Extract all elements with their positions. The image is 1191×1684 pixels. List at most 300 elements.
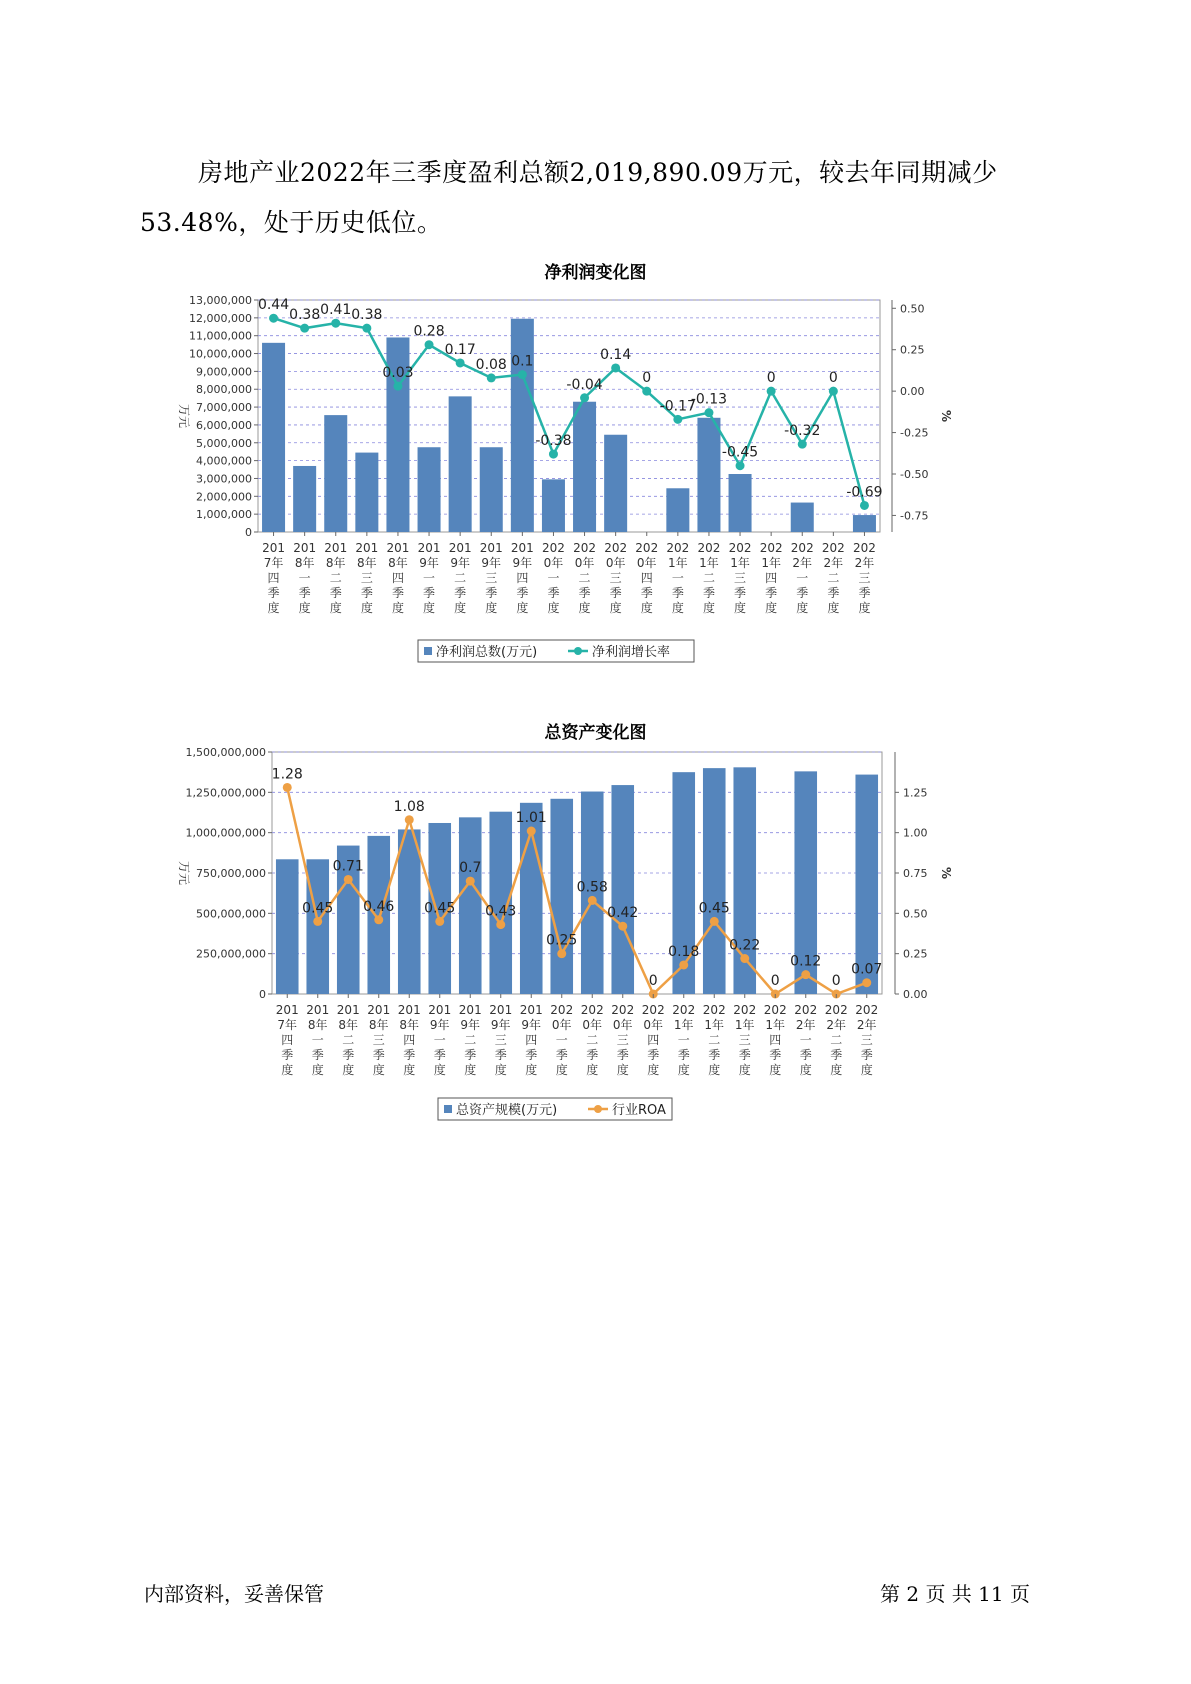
x-tick-label: 二 [464,1033,477,1047]
x-tick-label: 度 [281,1063,294,1077]
y2-axis-label: % [939,409,953,423]
x-tick-label: 一 [671,571,684,585]
bar [480,447,503,532]
bar [511,319,534,532]
x-tick-label: 二 [342,1033,355,1047]
x-tick-label: 8年 [388,556,408,570]
x-tick-label: 度 [494,1063,507,1077]
legend-line-label: 净利润增长率 [592,645,671,660]
x-tick-label: 季 [433,1048,446,1062]
x-tick-label: 季 [858,586,871,600]
point-label: 1.01 [515,810,547,827]
line-point [580,393,589,402]
point-label: 0 [770,973,780,989]
line-point [588,896,597,905]
x-tick-label: 季 [267,586,280,600]
y2-tick-label: 1.00 [903,826,928,840]
x-tick-label: 9年 [521,1018,542,1032]
x-tick-label: 7年 [277,1018,298,1032]
y-axis-label: 万元 [177,860,191,886]
x-tick-label: 0年 [643,1018,664,1032]
x-tick-label: 201 [262,541,286,555]
x-tick-label: 201 [519,1003,543,1017]
x-tick-label: 1年 [730,556,750,570]
x-tick-label: 度 [342,1063,355,1077]
x-tick-label: 202 [728,541,752,555]
point-label: 0 [766,370,776,387]
total-assets-chart [0,742,1191,1162]
y-tick-label: 2,000,000 [196,490,252,504]
y-tick-label: 500,000,000 [196,907,266,921]
point-label: 0.08 [475,356,507,373]
bar [418,447,441,532]
line-point [798,440,807,449]
legend-line-marker [574,647,582,655]
x-tick-label: 202 [573,541,597,555]
x-tick-label: 二 [708,1033,721,1047]
y-tick-label: 1,250,000,000 [185,786,266,800]
x-tick-label: 季 [281,1048,294,1062]
line-point [618,922,627,931]
x-tick-label: 季 [485,586,498,600]
x-tick-label: 度 [734,601,747,615]
x-tick-label: 9年 [460,1018,481,1032]
point-label: 0.12 [790,953,822,970]
x-tick-label: 度 [578,601,591,615]
x-tick-label: 二 [329,571,342,585]
x-tick-label: 季 [734,586,747,600]
x-tick-label: 四 [640,571,653,585]
x-tick-label: 度 [372,1063,385,1077]
point-label: 0.71 [332,858,364,875]
x-tick-label: 一 [555,1033,568,1047]
x-tick-label: 一 [298,571,311,585]
x-tick-label: 季 [769,1048,782,1062]
x-tick-label: 2年 [795,1018,816,1032]
x-tick-label: 201 [479,541,503,555]
legend-bar-label: 总资产规模(万元) [456,1103,558,1118]
point-label: 0.38 [289,307,321,324]
x-tick-label: 度 [647,1063,660,1077]
point-label: 1.08 [393,798,425,815]
x-tick-label: 201 [397,1003,421,1017]
x-tick-label: 季 [372,1048,385,1062]
x-tick-label: 1年 [761,556,781,570]
y2-tick-label: 1.25 [903,786,928,800]
line-point [549,450,558,459]
x-tick-label: 季 [555,1048,568,1062]
point-label: 0.45 [698,900,730,917]
point-label: 0.38 [351,307,383,324]
x-tick-label: 度 [671,601,684,615]
y-tick-label: 11,000,000 [189,329,252,343]
line-point [557,949,566,958]
x-tick-label: 四 [403,1033,416,1047]
x-tick-label: 度 [738,1063,751,1077]
x-tick-label: 度 [525,1063,538,1077]
line-point [300,324,309,333]
point-label: 0.03 [382,365,414,382]
y-tick-label: 1,000,000 [196,508,252,522]
legend-bar-swatch [424,647,432,655]
x-tick-label: 度 [702,601,715,615]
line-point [611,363,620,372]
x-tick-label: 度 [586,1063,599,1077]
x-tick-label: 三 [485,571,498,585]
x-tick-label: 二 [827,571,840,585]
point-label: 0.7 [459,860,482,877]
footer-confidential: 内部资料，妥善保管 [144,1582,324,1606]
x-tick-label: 0年 [582,1018,603,1032]
line-point [860,501,869,510]
bar [355,453,378,532]
x-tick-label: 202 [794,1003,818,1017]
legend-line-marker [594,1105,602,1113]
x-tick-label: 二 [586,1033,599,1047]
x-tick-label: 201 [510,541,534,555]
y2-tick-label: 0.00 [903,988,928,1001]
y-tick-label: 750,000,000 [196,867,266,880]
x-tick-label: 一 [547,571,560,585]
x-tick-label: 一 [311,1033,324,1047]
x-tick-label: 四 [769,1033,782,1047]
x-tick-label: 201 [336,1003,360,1017]
x-tick-label: 季 [647,1048,660,1062]
y-tick-label: 250,000,000 [196,947,266,961]
point-label: 0.18 [668,943,700,960]
x-tick-label: 度 [555,1063,568,1077]
point-label: 0 [831,973,841,989]
x-tick-label: 9年 [419,556,439,570]
point-label: 0.46 [363,898,395,915]
point-label: 0.43 [485,903,517,920]
point-label: 1.28 [271,766,303,783]
line-point [269,314,278,323]
x-tick-label: 一 [433,1033,446,1047]
point-label: 0 [648,973,658,989]
x-tick-label: 202 [580,1003,604,1017]
point-label: -0.45 [721,444,759,461]
y-tick-label: 9,000,000 [196,365,252,379]
x-tick-label: 度 [298,601,311,615]
x-tick-label: 季 [702,586,715,600]
x-tick-label: 202 [697,541,721,555]
x-tick-label: 度 [799,1063,812,1077]
x-tick-label: 201 [386,541,410,555]
point-label: 0.41 [320,302,352,319]
x-tick-label: 度 [616,1063,629,1077]
x-tick-label: 四 [391,571,404,585]
point-label: 0.1 [511,353,534,370]
x-tick-label: 9年 [450,556,470,570]
x-tick-label: 季 [738,1048,751,1062]
point-label: 0.22 [729,937,761,954]
net-profit-chart [0,280,1191,700]
y-tick-label: 0 [259,988,266,1001]
x-tick-label: 201 [428,1003,452,1017]
x-tick-label: 季 [640,586,653,600]
line-point [710,917,719,926]
bar [604,435,627,532]
x-tick-label: 度 [516,601,529,615]
x-tick-label: 202 [641,1003,665,1017]
x-tick-label: 201 [458,1003,482,1017]
x-tick-label: 9年 [429,1018,450,1032]
line-point [518,370,527,379]
y-tick-label: 0 [245,526,252,539]
x-tick-label: 季 [311,1048,324,1062]
x-tick-label: 202 [635,541,659,555]
y-tick-label: 13,000,000 [189,294,252,307]
x-tick-label: 202 [702,1003,726,1017]
x-tick-label: 度 [267,601,280,615]
line-point [487,373,496,382]
y2-tick-label: -0.50 [900,468,929,481]
x-tick-label: 季 [403,1048,416,1062]
point-label: 0.44 [257,297,290,314]
x-tick-label: 二 [702,571,715,585]
x-tick-label: 季 [342,1048,355,1062]
x-tick-label: 度 [609,601,622,615]
bar [398,829,421,994]
point-label: 0 [642,370,652,387]
line-point [679,960,688,969]
y-tick-label: 12,000,000 [189,311,252,325]
x-tick-label: 202 [821,541,845,555]
bar [550,799,573,994]
legend-bar-label: 净利润总数(万元) [436,645,538,660]
x-tick-label: 季 [423,586,436,600]
x-tick-label: 度 [827,601,840,615]
x-tick-label: 度 [464,1063,477,1077]
x-tick-label: 201 [489,1003,513,1017]
x-tick-label: 度 [403,1063,416,1077]
bar [729,474,752,532]
line-point [736,461,745,470]
x-tick-label: 0年 [574,556,595,570]
line-point [331,319,340,328]
point-label: -0.32 [784,423,821,440]
bar [276,859,299,994]
x-tick-label: 一 [799,1033,812,1047]
x-tick-label: 三 [616,1033,629,1047]
x-tick-label: 202 [541,541,565,555]
x-tick-label: 0年 [605,556,626,570]
line-point [527,827,536,836]
x-tick-label: 度 [640,601,653,615]
x-tick-label: 2年 [823,556,844,570]
point-label: 0.45 [302,900,334,917]
legend-line-label: 行业ROA [612,1103,666,1118]
x-tick-label: 9年 [490,1018,511,1032]
x-tick-label: 二 [454,571,467,585]
bar [459,817,482,994]
point-label: 0 [828,370,838,387]
x-tick-label: 度 [830,1063,843,1077]
y-tick-label: 6,000,000 [196,418,252,432]
x-tick-label: 202 [759,541,783,555]
x-tick-label: 201 [324,541,348,555]
point-label: 0.25 [546,932,578,949]
y2-axis-label: % [939,866,953,880]
x-tick-label: 2年 [854,556,875,570]
y-tick-label: 1,000,000,000 [185,826,266,840]
x-tick-label: 季 [799,1048,812,1062]
x-tick-label: 季 [827,586,840,600]
summary-paragraph: 房地产业2022年三季度盈利总额2,019,890.09万元，较去年同期减少53.48%，处于历史低位。 [140,158,998,237]
point-label: 0.58 [576,879,608,896]
y-tick-label: 3,000,000 [196,472,252,486]
y-axis-label: 万元 [177,403,191,429]
x-tick-label: 202 [611,1003,635,1017]
x-tick-label: 0年 [551,1018,572,1032]
bar [666,488,689,532]
line-point [425,340,434,349]
x-tick-label: 2年 [826,1018,847,1032]
x-tick-label: 9年 [512,556,533,570]
y-tick-label: 4,000,000 [196,454,252,468]
bar [703,768,726,994]
x-tick-label: 三 [734,571,747,585]
x-tick-label: 201 [293,541,317,555]
bar [306,859,329,994]
y-tick-label: 1,500,000,000 [185,746,266,759]
x-tick-label: 8年 [338,1018,359,1032]
x-tick-label: 二 [830,1033,843,1047]
legend-bar-swatch [444,1105,452,1113]
x-tick-label: 201 [367,1003,391,1017]
x-tick-label: 度 [796,601,809,615]
x-tick-label: 201 [355,541,379,555]
x-tick-label: 三 [858,571,871,585]
bar [853,515,876,532]
x-tick-label: 季 [464,1048,477,1062]
x-tick-label: 1年 [699,556,719,570]
x-tick-label: 四 [267,571,280,585]
point-label: 0.14 [600,346,632,363]
x-tick-label: 季 [547,586,560,600]
footer-page-number: 第 2 页 共 11 页 [880,1582,1030,1606]
x-tick-label: 202 [666,541,690,555]
point-label: 0.17 [444,341,476,358]
bar [791,503,814,532]
y-tick-label: 5,000,000 [196,436,252,450]
x-tick-label: 季 [765,586,778,600]
x-tick-label: 2年 [856,1018,877,1032]
x-tick-label: 四 [525,1033,538,1047]
x-tick-label: 季 [830,1048,843,1062]
line-point [362,324,371,333]
x-tick-label: 季 [525,1048,538,1062]
x-tick-label: 201 [417,541,441,555]
x-tick-label: 二 [578,571,591,585]
x-tick-label: 8年 [307,1018,328,1032]
point-label: 0.45 [424,900,456,917]
line-point [344,875,353,884]
y2-tick-label: 0.50 [900,302,925,316]
bar [697,418,720,532]
x-tick-label: 度 [547,601,560,615]
x-tick-label: 季 [860,1048,873,1062]
line-point [466,877,475,886]
x-tick-label: 度 [391,601,404,615]
line-point [767,387,776,396]
x-tick-label: 202 [763,1003,787,1017]
x-tick-label: 度 [423,601,436,615]
x-tick-label: 季 [298,586,311,600]
line-point [496,920,505,929]
line-point [405,815,414,824]
x-tick-label: 季 [329,586,342,600]
x-tick-label: 季 [609,586,622,600]
x-tick-label: 1年 [765,1018,786,1032]
x-tick-label: 三 [372,1033,385,1047]
x-tick-label: 8年 [294,556,315,570]
bar [293,466,316,532]
x-tick-label: 7年 [263,556,284,570]
y-tick-label: 7,000,000 [196,401,252,415]
y2-tick-label: 0.75 [903,867,928,880]
bar [542,479,565,532]
x-tick-label: 度 [765,601,778,615]
x-tick-label: 四 [765,571,778,585]
point-label: 0.07 [851,961,883,978]
point-label: -0.04 [566,376,603,393]
x-tick-label: 季 [586,1048,599,1062]
legend [418,640,694,662]
line-point [435,917,444,926]
x-tick-label: 一 [677,1033,690,1047]
y2-tick-label: 0.25 [900,343,925,357]
x-tick-label: 201 [275,1003,299,1017]
x-tick-label: 四 [281,1033,294,1047]
x-tick-label: 度 [329,601,342,615]
y2-tick-label: 0.50 [903,907,928,921]
x-tick-label: 8年 [399,1018,420,1032]
legend [438,1098,672,1120]
point-label: 0.28 [413,323,445,340]
y2-tick-label: 0.00 [900,385,925,399]
x-tick-label: 度 [858,601,871,615]
x-tick-label: 8年 [325,556,346,570]
x-tick-label: 9年 [481,556,502,570]
x-tick-label: 度 [860,1063,873,1077]
line-point [374,915,383,924]
bar [367,836,390,994]
bar [449,396,472,532]
x-tick-label: 季 [516,586,529,600]
x-tick-label: 0年 [612,1018,633,1032]
x-tick-label: 202 [852,541,876,555]
chart2-title: 总资产变化图 [544,723,647,743]
y-tick-label: 10,000,000 [189,347,252,361]
line-point [313,917,322,926]
x-tick-label: 一 [423,571,436,585]
y-tick-label: 8,000,000 [196,383,252,397]
x-tick-label: 四 [516,571,529,585]
x-tick-label: 202 [604,541,628,555]
point-label: -0.38 [535,433,572,450]
bar [573,402,596,532]
x-tick-label: 1年 [673,1018,694,1032]
x-tick-label: 202 [855,1003,879,1017]
x-tick-label: 0年 [543,556,564,570]
x-tick-label: 度 [360,601,373,615]
x-tick-label: 8年 [368,1018,389,1032]
x-tick-label: 度 [677,1063,690,1077]
bar [611,785,634,994]
x-tick-label: 三 [860,1033,873,1047]
